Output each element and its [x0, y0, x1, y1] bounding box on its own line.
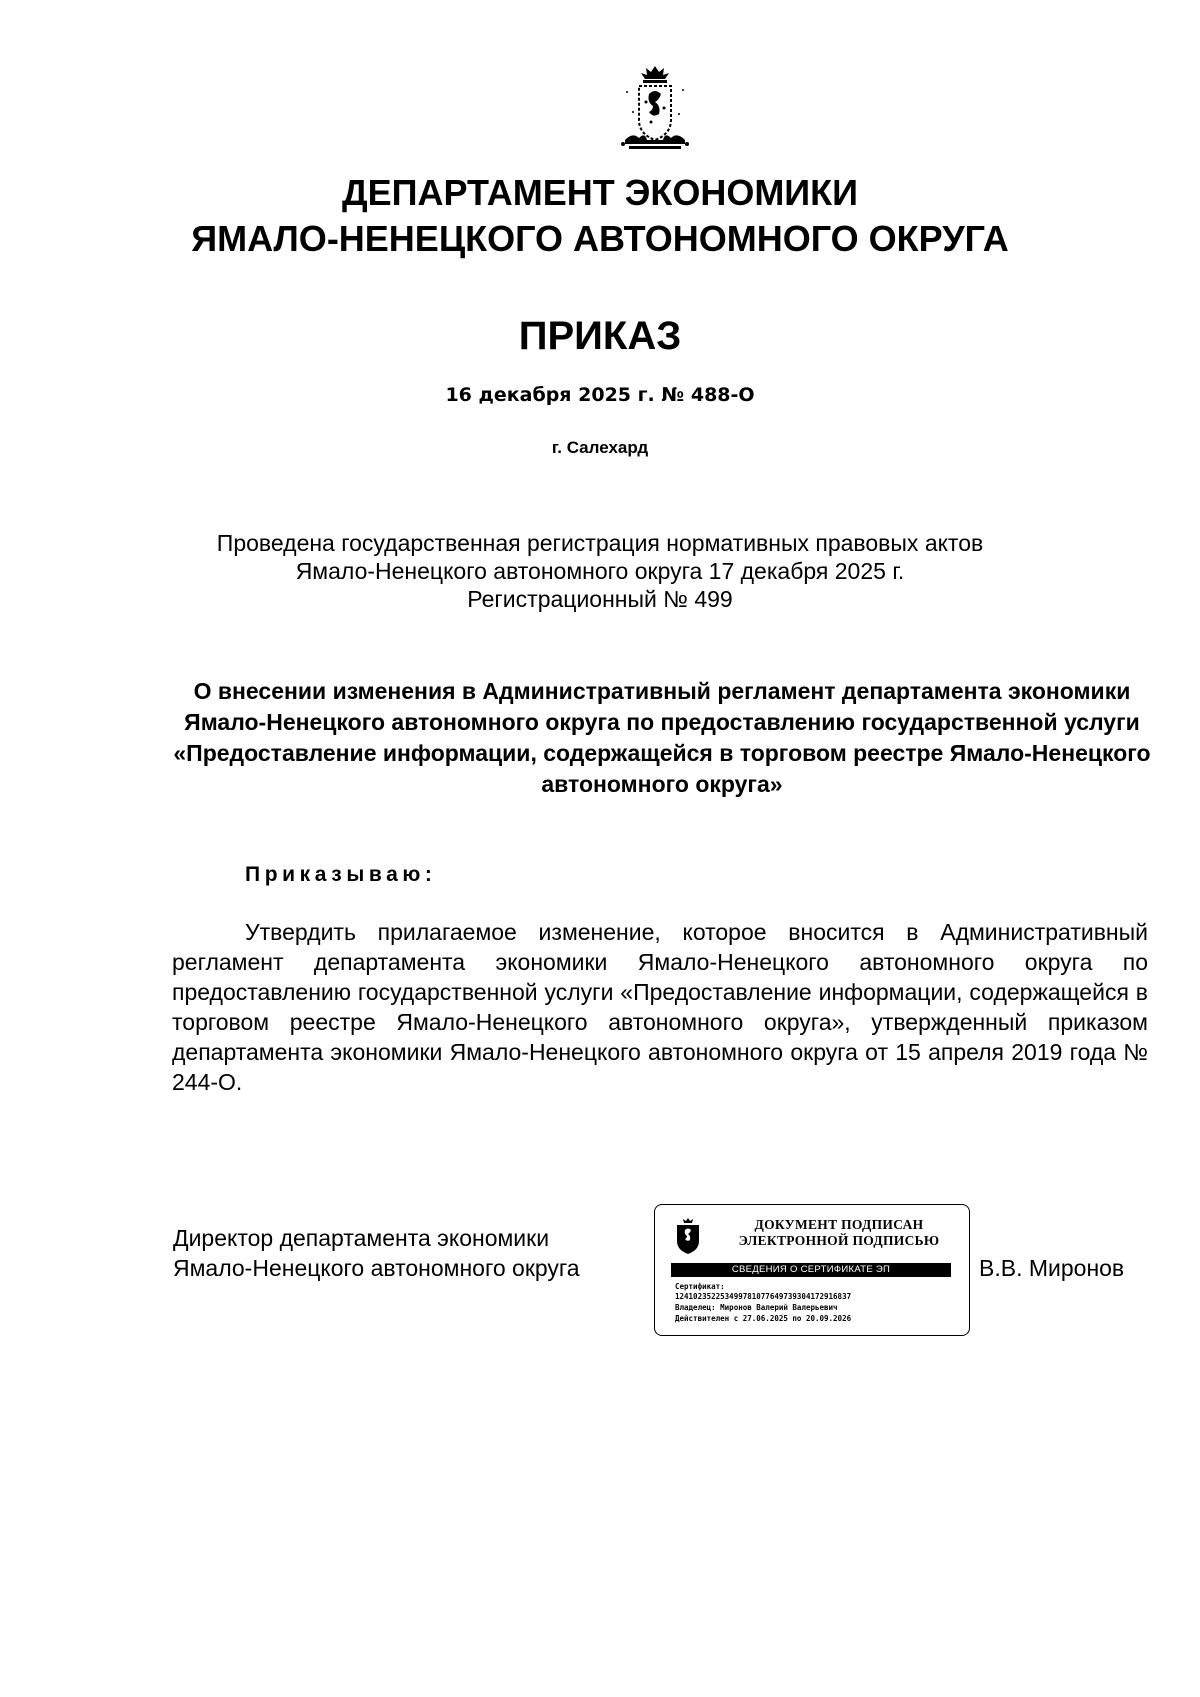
stamp-certificate-number: 12410235225349978107764973930417291683​7	[675, 1292, 852, 1301]
stamp-certificate-header: СВЕДЕНИЯ О СЕРТИФИКАТЕ ЭП	[671, 1263, 951, 1277]
department-name-line-2: ЯМАЛО-НЕНЕЦКОГО АВТОНОМНОГО ОКРУГА	[191, 218, 1009, 259]
signer-position-line-2: Ямало-Ненецкого автономного округа	[173, 1255, 580, 1281]
stamp-certificate-validity: Действителен с 27.06.2025 по 20.09.2026	[675, 1314, 852, 1323]
signer-name: В.В. Миронов	[979, 1255, 1125, 1281]
document-type: ПРИКАЗ	[518, 314, 682, 358]
coat-of-arms-icon	[615, 62, 695, 154]
stamp-title-line-1: ДОКУМЕНТ ПОДПИСАН	[754, 1217, 924, 1232]
stamp-certificate-label: Сертификат:	[675, 1282, 725, 1291]
registration-line-1: Проведена государственная регистрация нормативных правовых актов	[216, 530, 984, 556]
document-city: г. Салехард	[551, 438, 649, 457]
electronic-signature-stamp	[654, 1204, 970, 1336]
registration-line-2: Ямало-Ненецкого автономного округа 17 декабря 2025 г.	[295, 558, 905, 584]
document-subject: О внесении изменения в Административный регламент департамента экономики Ямало-Ненецкого автономного округа по предоставлению государственной услуги «Предоставление информации, содержащейся в торговом реестре Ямало-Ненецкого автономного округа»	[173, 678, 1151, 797]
stamp-title-line-2: ЭЛЕКТРОННОЙ ПОДПИСЬЮ	[738, 1233, 940, 1248]
document-date-number: 16 декабря 2025 г. № 488-О	[445, 384, 755, 406]
signer-position-line-1: Директор департамента экономики	[173, 1225, 550, 1251]
department-name-line-1: ДЕПАРТАМЕНТ ЭКОНОМИКИ	[341, 172, 859, 213]
stamp-certificate-owner: Владелец: Миронов Валерий Валерьевич	[675, 1303, 838, 1312]
body-paragraph: Утвердить прилагаемое изменение, которое вносится в Административный регламент департамента экономики Ямало-Ненецкого автономного округа по предоставлению государственной услуги «Предоставление информации, содержащейся в торговом реестре Ямало-Ненецкого автономного округа», утвержденный приказом департамента экономики Ямало-Ненецкого автономного округа от 15 апреля 2019 года № 244-О.	[172, 919, 1148, 1095]
coat-of-arms-icon	[674, 1217, 702, 1255]
registration-number: Регистрационный № 499	[467, 586, 733, 612]
order-verb: Приказываю:	[245, 863, 437, 886]
